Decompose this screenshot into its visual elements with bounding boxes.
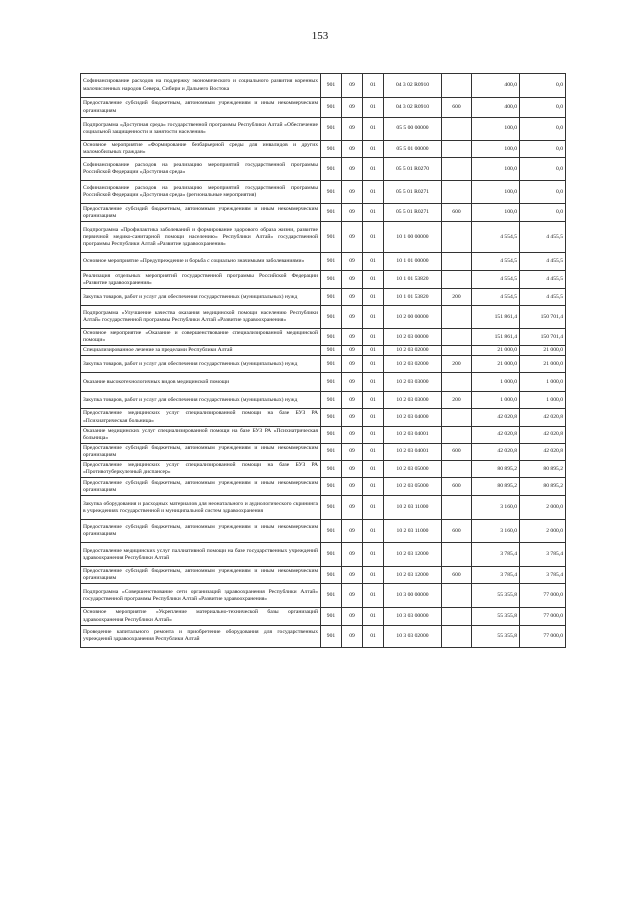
expense-type — [442, 222, 472, 253]
subsection-code: 01 — [363, 253, 384, 271]
section-code: 09 — [342, 426, 363, 443]
item-name: Оказание медицинских услуг специализированной помощи на базе БУЗ РА «Психиатрическая больница» — [81, 426, 321, 443]
ministry-code: 901 — [321, 520, 342, 543]
amount-year-1: 42 020,8 — [472, 443, 520, 460]
item-name: Предоставление субсидий бюджетным, автономным учреждениям и иным некоммерческим организациям — [81, 443, 321, 460]
ministry-code: 901 — [321, 118, 342, 141]
subsection-code: 01 — [363, 608, 384, 625]
section-code: 09 — [342, 567, 363, 584]
section-code: 09 — [342, 118, 363, 141]
table-row — [81, 392, 566, 409]
subsection-code: 01 — [363, 98, 384, 118]
expense-type — [442, 141, 472, 158]
table-row — [81, 253, 566, 271]
expense-type — [442, 496, 472, 520]
amount-year-2: 4 455,5 — [520, 271, 566, 289]
subsection-code: 01 — [363, 373, 384, 392]
subsection-code: 01 — [363, 567, 384, 584]
ministry-code: 901 — [321, 478, 342, 496]
ministry-code: 901 — [321, 204, 342, 222]
expense-type: 200 — [442, 392, 472, 409]
subsection-code: 01 — [363, 204, 384, 222]
subsection-code: 01 — [363, 496, 384, 520]
amount-year-1: 4 554,5 — [472, 253, 520, 271]
amount-year-1: 21 000,0 — [472, 356, 520, 373]
table-row — [81, 74, 566, 98]
subsection-code: 01 — [363, 426, 384, 443]
ministry-code: 901 — [321, 346, 342, 356]
target-article: 10 3 00 00000 — [384, 584, 442, 608]
section-code: 09 — [342, 253, 363, 271]
item-name: Основное мероприятие «Оказание и совершенствование специализированной медицинской помощи» — [81, 329, 321, 346]
item-name: Оказание высокотехнологичных видов медицинской помощи — [81, 373, 321, 392]
amount-year-2: 150 701,4 — [520, 329, 566, 346]
table-row — [81, 496, 566, 520]
subsection-code: 01 — [363, 520, 384, 543]
table-row — [81, 289, 566, 306]
amount-year-2: 1 000,0 — [520, 373, 566, 392]
ministry-code: 901 — [321, 356, 342, 373]
page-number: 153 — [311, 30, 329, 42]
target-article: 10 1 01 53820 — [384, 289, 442, 306]
amount-year-1: 400,0 — [472, 98, 520, 118]
amount-year-1: 100,0 — [472, 118, 520, 141]
ministry-code: 901 — [321, 461, 342, 478]
item-name: Закупка товаров, работ и услуг для обеспечения государственных (муниципальных) нужд — [81, 392, 321, 409]
subsection-code: 01 — [363, 461, 384, 478]
item-name: Закупка товаров, работ и услуг для обеспечения государственных (муниципальных) нужд — [81, 289, 321, 306]
target-article: 10 2 03 04000 — [384, 409, 442, 426]
item-name: Софинансирование расходов на реализацию мероприятий государственной программы Российской Федерации «Доступная среда» (региональные мероприятия) — [81, 181, 321, 204]
section-code: 09 — [342, 74, 363, 98]
subsection-code: 01 — [363, 478, 384, 496]
subsection-code: 01 — [363, 141, 384, 158]
amount-year-2: 0,0 — [520, 141, 566, 158]
section-code: 09 — [342, 520, 363, 543]
item-name: Софинансирование расходов на реализацию мероприятий государственной программы Российской Федерации «Доступная среда» — [81, 158, 321, 181]
subsection-code: 01 — [363, 118, 384, 141]
target-article: 10 1 01 53820 — [384, 271, 442, 289]
table-row — [81, 543, 566, 567]
table-row — [81, 141, 566, 158]
amount-year-2: 42 020,8 — [520, 443, 566, 460]
target-article: 10 2 03 12000 — [384, 543, 442, 567]
item-name: Предоставление субсидий бюджетным, автономным учреждениям и иным некоммерческим организациям — [81, 567, 321, 584]
table-row — [81, 356, 566, 373]
amount-year-2: 3 785,4 — [520, 543, 566, 567]
expense-type: 600 — [442, 98, 472, 118]
expense-type: 600 — [442, 520, 472, 543]
expense-type — [442, 543, 472, 567]
table-row — [81, 443, 566, 460]
ministry-code: 901 — [321, 373, 342, 392]
ministry-code: 901 — [321, 253, 342, 271]
ministry-code: 901 — [321, 222, 342, 253]
table-row — [81, 204, 566, 222]
subsection-code: 01 — [363, 329, 384, 346]
section-code: 09 — [342, 222, 363, 253]
target-article: 10 2 03 12000 — [384, 567, 442, 584]
subsection-code: 01 — [363, 289, 384, 306]
target-article: 10 2 03 03000 — [384, 392, 442, 409]
target-article: 10 2 03 02000 — [384, 356, 442, 373]
amount-year-2: 0,0 — [520, 98, 566, 118]
subsection-code: 01 — [363, 409, 384, 426]
expense-type — [442, 181, 472, 204]
amount-year-1: 4 554,5 — [472, 289, 520, 306]
section-code: 09 — [342, 543, 363, 567]
item-name: Подпрограмма «Улучшение качества оказания медицинской помощи населению Республики Алтай» государственной программы Республики Алтай «Развитие здравоохранения» — [81, 306, 321, 329]
ministry-code: 901 — [321, 329, 342, 346]
item-name: Закупка товаров, работ и услуг для обеспечения государственных (муниципальных) нужд — [81, 356, 321, 373]
amount-year-2: 4 455,5 — [520, 253, 566, 271]
amount-year-2: 77 000,0 — [520, 584, 566, 608]
table-row — [81, 329, 566, 346]
item-name: Подпрограмма «Совершенствование сети организаций здравоохранения Республики Алтай» государственной программы Республики Алтай «Развитие здравоохранения» — [81, 584, 321, 608]
item-name: Основное мероприятие «Предупреждение и борьба с социально значимыми заболеваниями» — [81, 253, 321, 271]
expense-type — [442, 426, 472, 443]
subsection-code: 01 — [363, 158, 384, 181]
section-code: 09 — [342, 271, 363, 289]
table-row — [81, 373, 566, 392]
table-row — [81, 461, 566, 478]
target-article: 10 2 03 05000 — [384, 478, 442, 496]
expense-type — [442, 625, 472, 647]
ministry-code: 901 — [321, 496, 342, 520]
section-code: 09 — [342, 461, 363, 478]
expense-type — [442, 346, 472, 356]
amount-year-2: 0,0 — [520, 181, 566, 204]
expense-type — [442, 329, 472, 346]
ministry-code: 901 — [321, 392, 342, 409]
ministry-code: 901 — [321, 584, 342, 608]
table-row — [81, 346, 566, 356]
ministry-code: 901 — [321, 567, 342, 584]
target-article: 10 2 03 03000 — [384, 373, 442, 392]
item-name: Реализация отдельных мероприятий государственной программы Российской Федерации «Развитие здравоохранения» — [81, 271, 321, 289]
target-article: 10 2 03 11000 — [384, 496, 442, 520]
subsection-code: 01 — [363, 443, 384, 460]
amount-year-1: 42 020,8 — [472, 426, 520, 443]
amount-year-1: 100,0 — [472, 141, 520, 158]
table-row — [81, 158, 566, 181]
item-name: Предоставление субсидий бюджетным, автономным учреждениям и иным некоммерческим организациям — [81, 520, 321, 543]
section-code: 09 — [342, 443, 363, 460]
subsection-code: 01 — [363, 271, 384, 289]
amount-year-2: 21 000,0 — [520, 346, 566, 356]
section-code: 09 — [342, 373, 363, 392]
subsection-code: 01 — [363, 625, 384, 647]
target-article: 05 5 01 R0270 — [384, 158, 442, 181]
ministry-code: 901 — [321, 98, 342, 118]
section-code: 09 — [342, 478, 363, 496]
ministry-code: 901 — [321, 409, 342, 426]
amount-year-1: 80 895,2 — [472, 478, 520, 496]
subsection-code: 01 — [363, 356, 384, 373]
amount-year-1: 3 785,4 — [472, 543, 520, 567]
table-row — [81, 181, 566, 204]
amount-year-2: 150 701,4 — [520, 306, 566, 329]
item-name: Предоставление медицинских услуг паллиативной помощи на базе государственных учреждений здравоохранения Республики Алтай — [81, 543, 321, 567]
subsection-code: 01 — [363, 584, 384, 608]
table-body — [81, 74, 566, 648]
item-name: Основное мероприятие «Укрепление материально-технической базы организаций здравоохранения Республики Алтай» — [81, 608, 321, 625]
amount-year-1: 21 000,0 — [472, 346, 520, 356]
section-code: 09 — [342, 392, 363, 409]
target-article: 04 3 02 R0910 — [384, 98, 442, 118]
expense-type: 200 — [442, 289, 472, 306]
table-row — [81, 608, 566, 625]
ministry-code: 901 — [321, 158, 342, 181]
expense-type: 200 — [442, 356, 472, 373]
item-name: Проведение капитального ремонта и приобретение оборудования для государственных учреждений здравоохранения Республики Алтай — [81, 625, 321, 647]
table-row — [81, 222, 566, 253]
amount-year-1: 1 000,0 — [472, 373, 520, 392]
amount-year-2: 42 020,8 — [520, 426, 566, 443]
section-code: 09 — [342, 608, 363, 625]
expense-type — [442, 461, 472, 478]
ministry-code: 901 — [321, 289, 342, 306]
target-article: 10 1 00 00000 — [384, 222, 442, 253]
amount-year-1: 80 895,2 — [472, 461, 520, 478]
table-row — [81, 306, 566, 329]
subsection-code: 01 — [363, 306, 384, 329]
target-article: 10 2 03 04001 — [384, 443, 442, 460]
item-name: Предоставление медицинских услуг специализированной помощи на базе БУЗ РА «Противотуберкулезный диспансер» — [81, 461, 321, 478]
target-article: 10 2 03 11000 — [384, 520, 442, 543]
subsection-code: 01 — [363, 346, 384, 356]
amount-year-1: 3 160,0 — [472, 520, 520, 543]
amount-year-1: 55 355,8 — [472, 625, 520, 647]
amount-year-1: 151 861,4 — [472, 329, 520, 346]
amount-year-2: 0,0 — [520, 118, 566, 141]
amount-year-2: 42 020,8 — [520, 409, 566, 426]
table-row — [81, 426, 566, 443]
section-code: 09 — [342, 289, 363, 306]
amount-year-1: 151 861,4 — [472, 306, 520, 329]
amount-year-2: 2 000,0 — [520, 496, 566, 520]
section-code: 09 — [342, 204, 363, 222]
item-name: Подпрограмма «Профилактика заболеваний и формирование здорового образа жизни, развитие первичной медико-санитарной помощи населению» Республики Алтай» государственной программы Республики Алтай «Развитие здравоохранения» — [81, 222, 321, 253]
ministry-code: 901 — [321, 306, 342, 329]
target-article: 05 5 01 R0271 — [384, 204, 442, 222]
amount-year-1: 1 000,0 — [472, 392, 520, 409]
expense-type — [442, 271, 472, 289]
item-name: Предоставление субсидий бюджетным, автономным учреждениям и иным некоммерческим организациям — [81, 478, 321, 496]
amount-year-1: 100,0 — [472, 158, 520, 181]
expense-type — [442, 253, 472, 271]
ministry-code: 901 — [321, 271, 342, 289]
item-name: Предоставление медицинских услуг специализированной помощи на базе БУЗ РА «Психиатрическая больница» — [81, 409, 321, 426]
target-article: 10 3 03 00000 — [384, 608, 442, 625]
section-code: 09 — [342, 409, 363, 426]
section-code: 09 — [342, 625, 363, 647]
item-name: Подпрограмма «Доступная среда» государственной программы Республики Алтай «Обеспечение социальной защищенности и занятости населения» — [81, 118, 321, 141]
section-code: 09 — [342, 141, 363, 158]
amount-year-2: 77 000,0 — [520, 608, 566, 625]
budget-table — [80, 73, 566, 648]
target-article: 10 2 03 00000 — [384, 329, 442, 346]
amount-year-2: 4 455,5 — [520, 222, 566, 253]
expense-type — [442, 584, 472, 608]
item-name: Предоставление субсидий бюджетным, автономным учреждениям и иным некоммерческим организациям — [81, 98, 321, 118]
amount-year-2: 4 455,5 — [520, 289, 566, 306]
table-row — [81, 567, 566, 584]
expense-type — [442, 306, 472, 329]
ministry-code: 901 — [321, 426, 342, 443]
expense-type: 600 — [442, 567, 472, 584]
amount-year-2: 0,0 — [520, 204, 566, 222]
subsection-code: 01 — [363, 181, 384, 204]
target-article: 10 2 03 05000 — [384, 461, 442, 478]
item-name: Софинансирование расходов на поддержку экономического и социального развития коренных малочисленных народов Севера, Сибири и Дальнего Востока — [81, 74, 321, 98]
ministry-code: 901 — [321, 625, 342, 647]
amount-year-2: 80 895,2 — [520, 461, 566, 478]
amount-year-1: 3 160,0 — [472, 496, 520, 520]
ministry-code: 901 — [321, 443, 342, 460]
target-article: 05 5 00 00000 — [384, 118, 442, 141]
table-row — [81, 478, 566, 496]
subsection-code: 01 — [363, 222, 384, 253]
subsection-code: 01 — [363, 74, 384, 98]
section-code: 09 — [342, 158, 363, 181]
table-row — [81, 584, 566, 608]
section-code: 09 — [342, 329, 363, 346]
expense-type: 600 — [442, 204, 472, 222]
amount-year-2: 2 000,0 — [520, 520, 566, 543]
subsection-code: 01 — [363, 543, 384, 567]
table-row — [81, 271, 566, 289]
amount-year-1: 400,0 — [472, 74, 520, 98]
amount-year-2: 0,0 — [520, 158, 566, 181]
section-code: 09 — [342, 306, 363, 329]
item-name: Закупка оборудования и расходных материалов для неонатального и аудиологического скрининга в учреждениях государственной и муниципальной систем здравоохранения — [81, 496, 321, 520]
section-code: 09 — [342, 346, 363, 356]
expense-type — [442, 608, 472, 625]
target-article: 10 3 03 02000 — [384, 625, 442, 647]
target-article: 10 2 00 00000 — [384, 306, 442, 329]
target-article: 10 2 03 04001 — [384, 426, 442, 443]
target-article: 10 2 03 02000 — [384, 346, 442, 356]
ministry-code: 901 — [321, 74, 342, 98]
amount-year-1: 4 554,5 — [472, 222, 520, 253]
amount-year-1: 4 554,5 — [472, 271, 520, 289]
table-row — [81, 625, 566, 647]
expense-type — [442, 74, 472, 98]
ministry-code: 901 — [321, 181, 342, 204]
amount-year-1: 100,0 — [472, 181, 520, 204]
amount-year-2: 3 785,4 — [520, 567, 566, 584]
item-name: Предоставление субсидий бюджетным, автономным учреждениям и иным некоммерческим организациям — [81, 204, 321, 222]
section-code: 09 — [342, 496, 363, 520]
target-article: 10 1 01 00000 — [384, 253, 442, 271]
expense-type: 600 — [442, 478, 472, 496]
amount-year-2: 1 000,0 — [520, 392, 566, 409]
table-row — [81, 520, 566, 543]
table-row — [81, 409, 566, 426]
target-article: 04 3 02 R0910 — [384, 74, 442, 98]
amount-year-1: 42 020,8 — [472, 409, 520, 426]
item-name: Основное мероприятие «Формирование безбарьерной среды для инвалидов и других маломобильных граждан» — [81, 141, 321, 158]
expense-type: 600 — [442, 443, 472, 460]
ministry-code: 901 — [321, 543, 342, 567]
expense-type — [442, 118, 472, 141]
table-row — [81, 98, 566, 118]
amount-year-1: 55 355,8 — [472, 608, 520, 625]
item-name: Специализированное лечение за пределами Республики Алтай — [81, 346, 321, 356]
amount-year-1: 100,0 — [472, 204, 520, 222]
section-code: 09 — [342, 584, 363, 608]
ministry-code: 901 — [321, 608, 342, 625]
section-code: 09 — [342, 356, 363, 373]
section-code: 09 — [342, 98, 363, 118]
target-article: 05 5 01 00000 — [384, 141, 442, 158]
amount-year-2: 80 895,2 — [520, 478, 566, 496]
expense-type — [442, 409, 472, 426]
expense-type — [442, 373, 472, 392]
ministry-code: 901 — [321, 141, 342, 158]
subsection-code: 01 — [363, 392, 384, 409]
table-row — [81, 118, 566, 141]
amount-year-2: 21 000,0 — [520, 356, 566, 373]
amount-year-2: 0,0 — [520, 74, 566, 98]
amount-year-1: 3 785,4 — [472, 567, 520, 584]
expense-type — [442, 158, 472, 181]
section-code: 09 — [342, 181, 363, 204]
amount-year-1: 55 355,8 — [472, 584, 520, 608]
amount-year-2: 77 000,0 — [520, 625, 566, 647]
target-article: 05 5 01 R0271 — [384, 181, 442, 204]
